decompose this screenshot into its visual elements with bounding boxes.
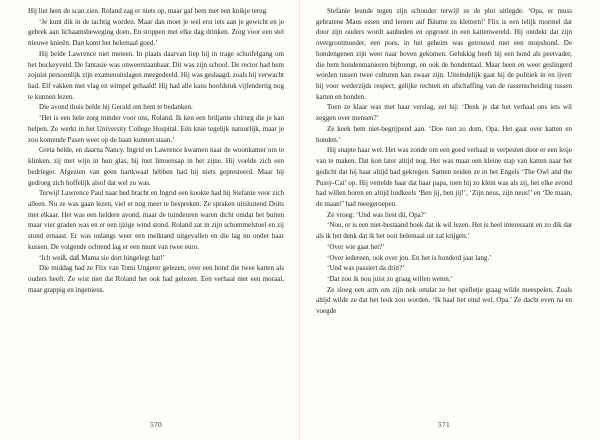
page-number-right: 571: [438, 420, 450, 429]
paragraph: Hij belde Lawrence niet meteen. In plaats daarvan liep hij in trage schuifelgang om het hockeyveld. De fantasie was onweerstaanbaar. Dit was zijn school. De rector had hem zojuist persoonlijk zijn examenuitslagen meegedeeld. Hij was geslaagd, zoals hij verwacht had. Elf vakken met vlag en wimpel gehaald! Hij had alle kans hoofdstuk vijfendertig nog te kunnen lezen.: [28, 49, 284, 101]
paragraph: ‘Het is een hele zorg minder voor ons, Roland. Ik ken een briljante chirurg die je kan helpen. Ze werkt in het University College Hospital. Eén knie tegelijk natuurlijk, maar je zou komende Pasen weer op de baan kunnen staan.’: [28, 114, 284, 144]
paragraph: ‘Ich weiß, daß Mama sie dort hingelegt hat!’: [39, 253, 166, 262]
paragraph: ‘Und was passiert da drin?’: [327, 264, 405, 273]
paragraph: Stefanie leunde tegen zijn schouder terwijl ze de plot uitlegde. ‘Opa, er muss gebratene Maus essen und lernen auf Bäume zu klettern!’ Flix is een lelijk mormel dat door zijn ouders wordt aanbeden en opgroeit in een kattenwereld. Hij ontdekt dat zijn overgrootmoeder, een poes, in het geheim was getrouwd met een mopshond. De hondengenen zijn weer naar boven gekomen. Gelukkig heeft hij een hond als peetvader, die hem hondenmanieren bijbrengt, en ook de hondentaal. Maar heen en weer geslingerd worden tussen twee culturen kan zwaar zijn. Uiteindelijk gaat hij de politiek in en ijvert hij voor wederzijds respect, gelijke rechten en afschaffing van de rassenscheiding tussen katten en honden.: [316, 7, 572, 101]
paragraph: ‘Dat zou ik nou juist zo graag willen weten.’: [327, 274, 453, 283]
paragraph: Ze vroeg: ‘Und was liest dü, Opa?’: [327, 210, 427, 219]
paragraph: Die middag had ze Flix van Tomi Ungerer gelezen, over een hond die twee katten als ouders heeft. Ze wist niet dat Roland het ook had gelezen. Een verhaal met een moraal, maar grappig en ingenieus.: [28, 264, 284, 294]
paragraph: Toen ze klaar was met haar verslag, zei hij: ‘Denk je dat het verhaal ons iets wil zeggen over mensen?’: [316, 103, 572, 123]
paragraph: ‘Over iedereen, ook over jou. En het is honderd jaar lang.’: [327, 253, 492, 262]
paragraph: ‘Je kunt dik in de tachtig worden. Maar dan moet je wel erst iets aan je gewicht en je gebrek aan lichaamsbeweging doen. En stoppen met elke dag drinken. Zorg voor een stel nieuwe knieën. Dan komt het helemaal goed.’: [28, 17, 284, 48]
left-page: [28, 6, 284, 295]
paragraph: Die avond thuis belde hij Gerald om hem te bedanken.: [39, 103, 193, 112]
right-page: [316, 6, 572, 317]
paragraph: Hij snapte haar wel. Het was zonde om een goed verhaal te verpesten door er een lesje van te maken. Dat kon later altijd nog. Het was maar een kleine stap van katten naar het gedicht dat hij haar altijd had gekregen. Samen zeiden ze in het Engels ‘The Owl and the Pussy-Cat’ op. Hij vertelde haar dat haar papa, toen hij zo klein was als zij, het elke avond had willen horen en altijd luidkeels ‘Ben jij, ben jij!’, ‘Zijn neus, zijn neus!’ en ‘De maan, de maan!’ had meegeroepen.: [316, 146, 572, 208]
page-number-left: 570: [150, 420, 162, 429]
paragraph: Ze sloeg een arm om zijn nek omdat ze het spelletje graag wilde meespelen. Zoals altijd wilde ze dat het leuk zou worden. ‘Ik haal het eind wel, Opa.’ Ze dacht even na en voegde: [316, 285, 572, 316]
paragraph: ‘Over wie gaat het?’: [327, 242, 385, 251]
paragraph: Greta belde, en daarna Nancy. Ingrid en Lawrence kwamen naar de woonkamer om te klinken, zij met wijn in hun glas, hij met limoensap in het zijne. Hij voelde zich een bedrieger. Afgezien van geen hartkwaal hebben had hij niets gepresteerd. Maar hij gedroeg zich hoffelijk alsof dat wel zo was.: [28, 146, 284, 187]
paragraph: ‘Nou, er is een niet-bestaand boek dat ik wil lezen. Het is heel interessant en zo dik dat als ik het denk dat ik het ooit helemaal uit zal krijgen.’: [316, 221, 572, 241]
paragraph: Ze keek hem niet-begrijpend aan. ‘Doe niet zo dom, Opa. Het gaat over katten en honden.’: [316, 124, 572, 144]
paragraph: Hij liet hem de scan zien. Roland zag er niets op, maar gaf hem met een knikje terug.: [28, 7, 268, 15]
gutter: [299, 0, 300, 440]
paragraph: Terwijl Lawrence Paul naar bed bracht en Ingrid een kookte had hij Stefanie voor zich alleen. Nu ze was gaan lezen, viel er nog meer te bespreken. Ze spraken uitsluitend Duits met elkaar. Het was een heldere avond, maar de tuindeuren waren dicht omdat het buiten maar vier graden was en er een ijzige wind stond. Roland zat in zijn schommelstoel en zij stond ernaast. Er was onlangs weer een melktand uitgevallen en die lag nu onder haar kussen. De volgende ochtend lag er een munt van twee euro.: [28, 189, 284, 251]
